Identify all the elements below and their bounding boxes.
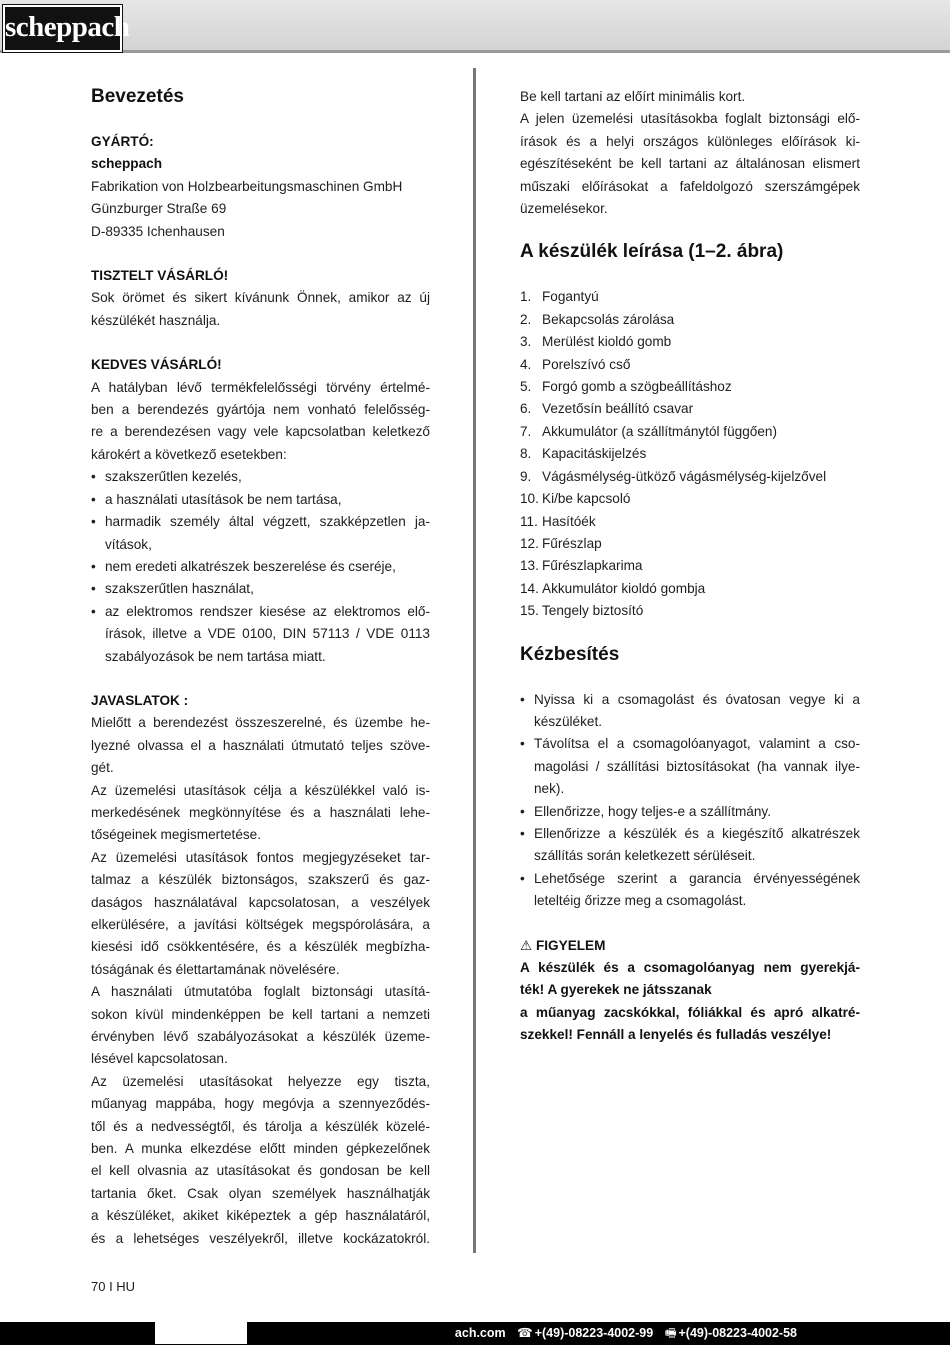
list-item: • szakszerűtlen kezelés, [91,466,430,488]
phone-icon: ☎ [517,1326,533,1340]
list-item: 10. Ki/be kapcsoló [520,491,631,507]
right-column [520,86,860,1047]
advice-paragraph: Mielőtt a berendezést összeszerelné, és üzembe he- lyezné olvassa el a használati útmutató teljes szöve- gét. [91,715,430,776]
left-column [91,85,430,1250]
address-line: Fabrikation von Holzbearbeitungsmaschinen GmbH [91,178,403,194]
warning-text: A készülék és a csomagolóanyag nem gyerekjá- ték! A gyerekek ne játsszanak a műanyag zacskókkal, fóliákkal és apró alkatré- szekkel! Fennáll a lenyelés és fulladás veszélye! [520,960,860,1043]
address-line: D-89335 Ichenhausen [91,223,225,239]
list-item: 6. Vezetősín beállító csavar [520,401,694,417]
list-item: 13. Fűrészlapkarima [520,558,643,574]
list-item: • szakszerűtlen használat, [91,578,430,600]
website-fragment: ach.com [454,1326,506,1340]
advice-paragraph: Az üzemelési utasítások fontos megjegyzéseket tar- talmaz a készülék biztonságos, szakszerű és gaz- daságos használatával kapcsolatosan, a veszélyek elkerülésére, a javítási költségek megspórolására, a kiesési idő csökkentésére, és a készülék megbízha- tóságának és élettartamának növelésére. [91,849,430,977]
list-item: 2. Bekapcsolás zárolása [520,311,675,327]
list-item: • Nyissa ki a csomagolást és óvatosan vegye ki a készüléket. [520,689,860,734]
page-number: 70 I HU [91,1279,136,1294]
liability-list [91,466,430,668]
list-item: • az elektromos rendszer kiesése az elektromos elő- írások, illetve a VDE 0100, DIN 57113 / VDE 0113 szabályozások be nem tartása miatt. [91,601,430,668]
fax-number: +(49)-08223-4002-58 [678,1326,797,1340]
list-item: 11. Hasítóék [520,513,596,529]
advice-paragraph: Az üzemelési utasítások célja a készülékkel való is- merkedésének megkönnyítése és a használati lehe- tőségeinek megismertetése. [91,782,430,843]
text-line: A hatályban lévő termékfelelősségi törvény értelmé- [91,379,430,395]
delivery-list [520,689,860,913]
text-line: károkért a következő esetekben: [91,446,287,462]
parts-list [520,286,860,622]
footer-white-block [155,1322,247,1344]
dear-customer-label: TISZTELT VÁSÁRLÓ! [91,268,229,284]
list-item: • harmadik személy által végzett, szakképzetlen ja- vítások, [91,511,430,556]
warning-heading [520,935,860,957]
manufacturer-address [91,176,430,243]
list-item: 14. Akkumulátor kioldó gombja [520,580,706,596]
list-item: 3. Merülést kioldó gomb [520,334,672,350]
footer-contact [455,1324,797,1342]
list-item: • a használati utasítások be nem tartása, [91,489,430,511]
list-item: 12. Fűrészlap [520,535,602,551]
warning-icon: ⚠ [520,937,533,953]
list-item: • Távolítsa el a csomagolóanyagot, valamint a cso- magolási / szállítási biztosításokat (ha vannak ilye- nek). [520,733,860,800]
list-item: 1. Fogantyú [520,289,599,305]
fax-icon: 🖷 [664,1326,677,1340]
list-item: • nem eredeti alkatrészek beszerelése és cseréje, [91,556,430,578]
age-requirement-text: Be kell tartani az előírt minimális kort. A jelen üzemelési utasításokba foglalt biztonsági elő- írások és a helyi országos különleges előírások ki- egészítéseként be kell tartani az általánosan elismert műszaki előírásokat a fafeldolgozó szerszámgépek üzemelésekor. [520,89,860,217]
phone-number: +(49)-08223-4002-99 [534,1326,654,1340]
list-item: 7. Akkumulátor (a szállítmánytól függően) [520,423,777,439]
text-line: Sok örömet és sikert kívánunk Önnek, amikor az új [91,290,430,306]
list-item: 5. Forgó gomb a szögbeállításhoz [520,379,732,395]
dear-customer2-label: KEDVES VÁSÁRLÓ! [91,357,222,373]
advice-paragraph: Az üzemelési utasításokat helyezze egy tiszta, műanyag mappába, hogy megóvja a szennyeződés- től és a nedvességtől, és tárolja a készülék közelé- ben. A munka elkezdése előtt minden gépkezelőnek el kell olvasnia az utasításokat és gondosan be kell tartania őket. Csak olyan személyek használhatják a készüléket, akiket kiképeztek a gép használatáról, és a lehetséges veszélyekről, illetve kockázatokról. [91,1073,430,1246]
advice-label: JAVASLATOK : [91,692,189,708]
text-line: ben a berendezés gyártója nem vonható felelősség- [91,402,430,418]
header-band [0,0,950,53]
advice-paragraph: A használati útmutatóba foglalt biztonsági utasítá- sokon kívül mindenképpen be kell tartani a nemzeti érvényben lévő szabályozásokat a készülék üzeme- lésével kapcsolatosan. [91,984,430,1067]
section-title-device-description: A készülék leírása (1–2. ábra) [520,241,784,263]
dear-customer-text [91,287,430,332]
manufacturer-name: scheppach [91,156,163,172]
section-title-delivery: Kézbesítés [520,643,620,665]
list-item: • Lehetősége szerint a garancia érvényességének leteltéig őrizze meg a csomagolást. [520,868,860,913]
list-item: 15. Tengely biztosító [520,603,644,619]
list-item: • Ellenőrizze a készülék és a kiegészítő alkatrészek szállítás során keletkezett sérüléseit. [520,823,860,868]
text-line: készülékét használja. [91,312,221,328]
column-divider [473,68,476,1253]
section-title-bevezetes: Bevezetés [91,86,184,107]
list-item: • Ellenőrizze, hogy teljes-e a szállítmány. [520,801,860,823]
text-line: re a berendezésen vagy vele kapcsolatban keletkező [91,424,430,440]
manufacturer-label: GYÁRTÓ: [91,134,154,149]
liability-intro [91,377,430,467]
list-item: 9. Vágásmélység-ütköző vágásmélység-kijelzővel [520,468,827,484]
list-item: 4. Porelszívó cső [520,356,631,372]
warning-label: FIGYELEM [535,937,606,953]
list-item: 8. Kapacitáskijelzés [520,446,647,462]
address-line: Günzburger Straße 69 [91,201,227,217]
scheppach-logo: scheppach [3,5,122,52]
